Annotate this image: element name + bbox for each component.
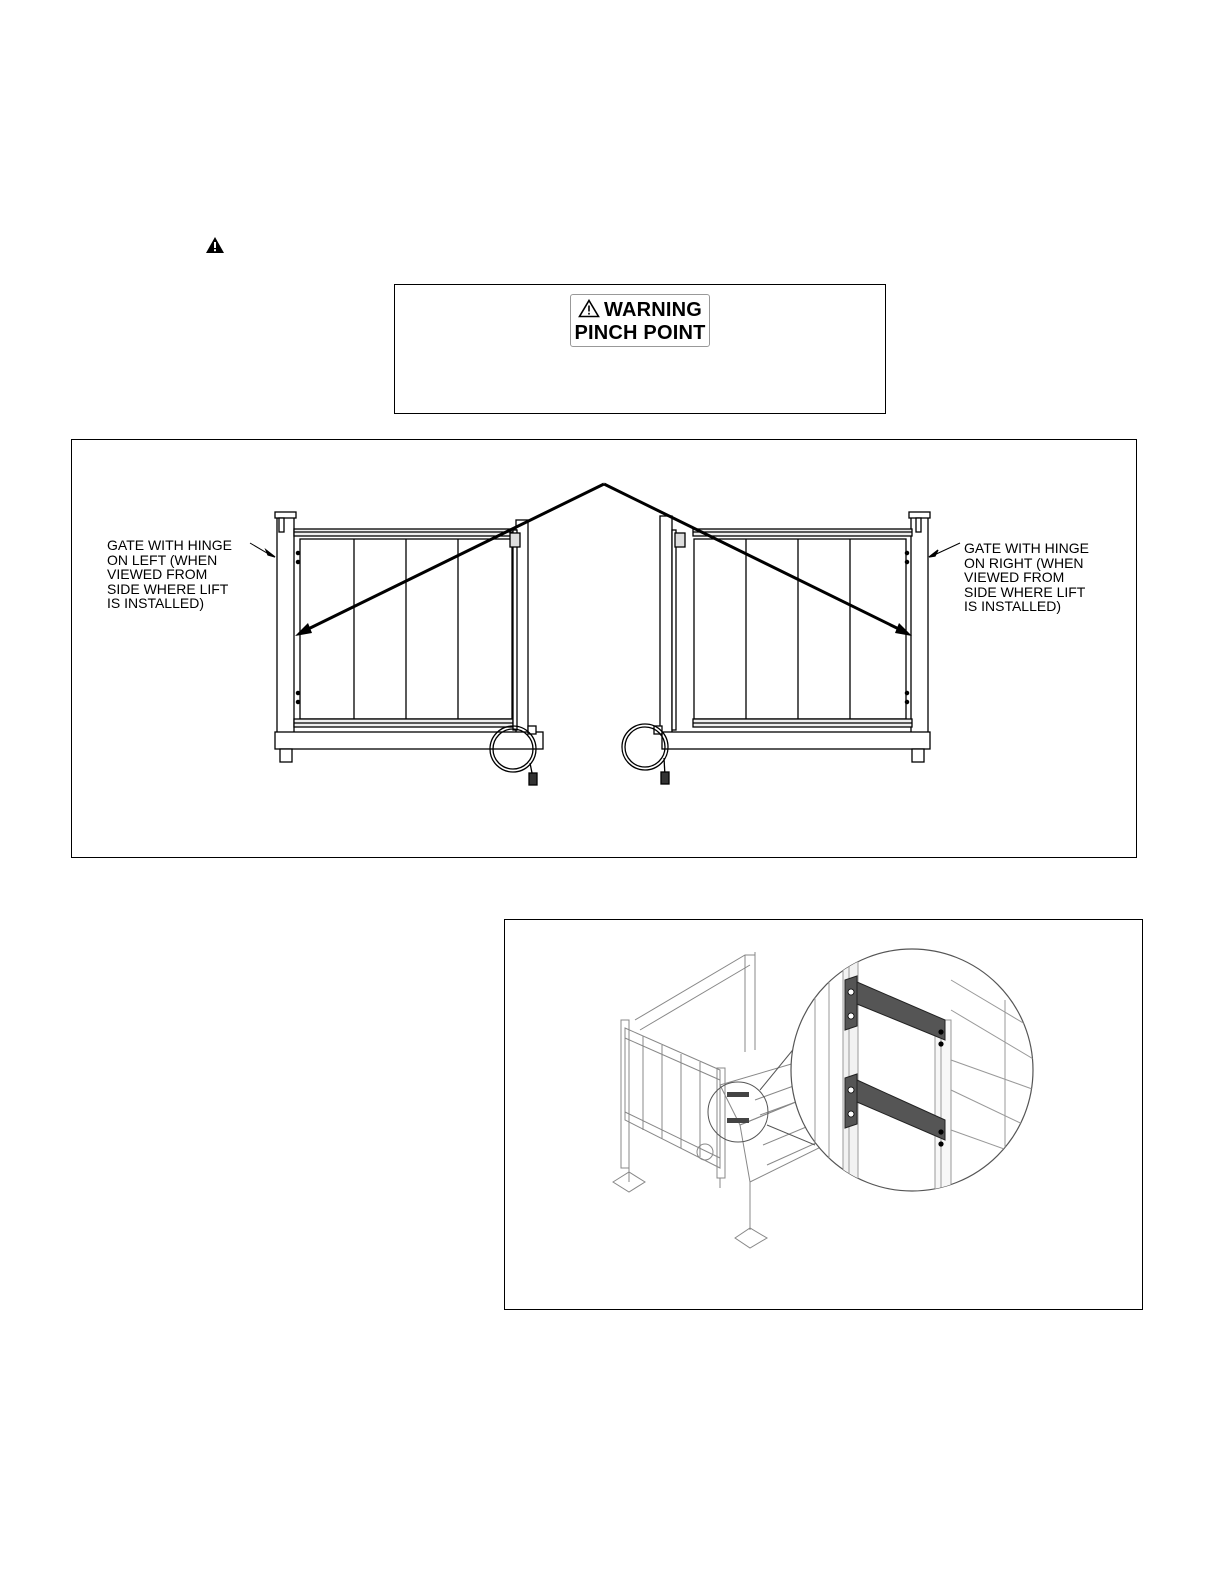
hinge-detail-figure — [504, 919, 1143, 1310]
gates-drawing — [72, 440, 1138, 859]
warning-triangle-icon — [205, 236, 225, 254]
pinch-point-decal — [570, 294, 710, 347]
right-gate-drawing — [622, 512, 930, 784]
decal-pinch-point-text: PINCH POINT — [574, 322, 706, 344]
warning-triangle-icon — [578, 299, 600, 318]
left-gate-callout: GATE WITH HINGE ON LEFT (WHEN VIEWED FROM SIDE WHERE LIFT IS INSTALLED) — [107, 537, 232, 611]
hinge-bracket-detail-icon — [505, 920, 1144, 1311]
decal-warning-text: WARNING — [603, 299, 703, 321]
decal-line-warning — [571, 299, 709, 321]
right-gate-callout: GATE WITH HINGE ON RIGHT (WHEN VIEWED FROM SIDE WHERE LIFT IS INSTALLED) — [964, 540, 1089, 614]
left-gate-drawing — [275, 512, 543, 785]
warning-label-box — [394, 284, 886, 414]
gates-figure — [71, 439, 1137, 858]
